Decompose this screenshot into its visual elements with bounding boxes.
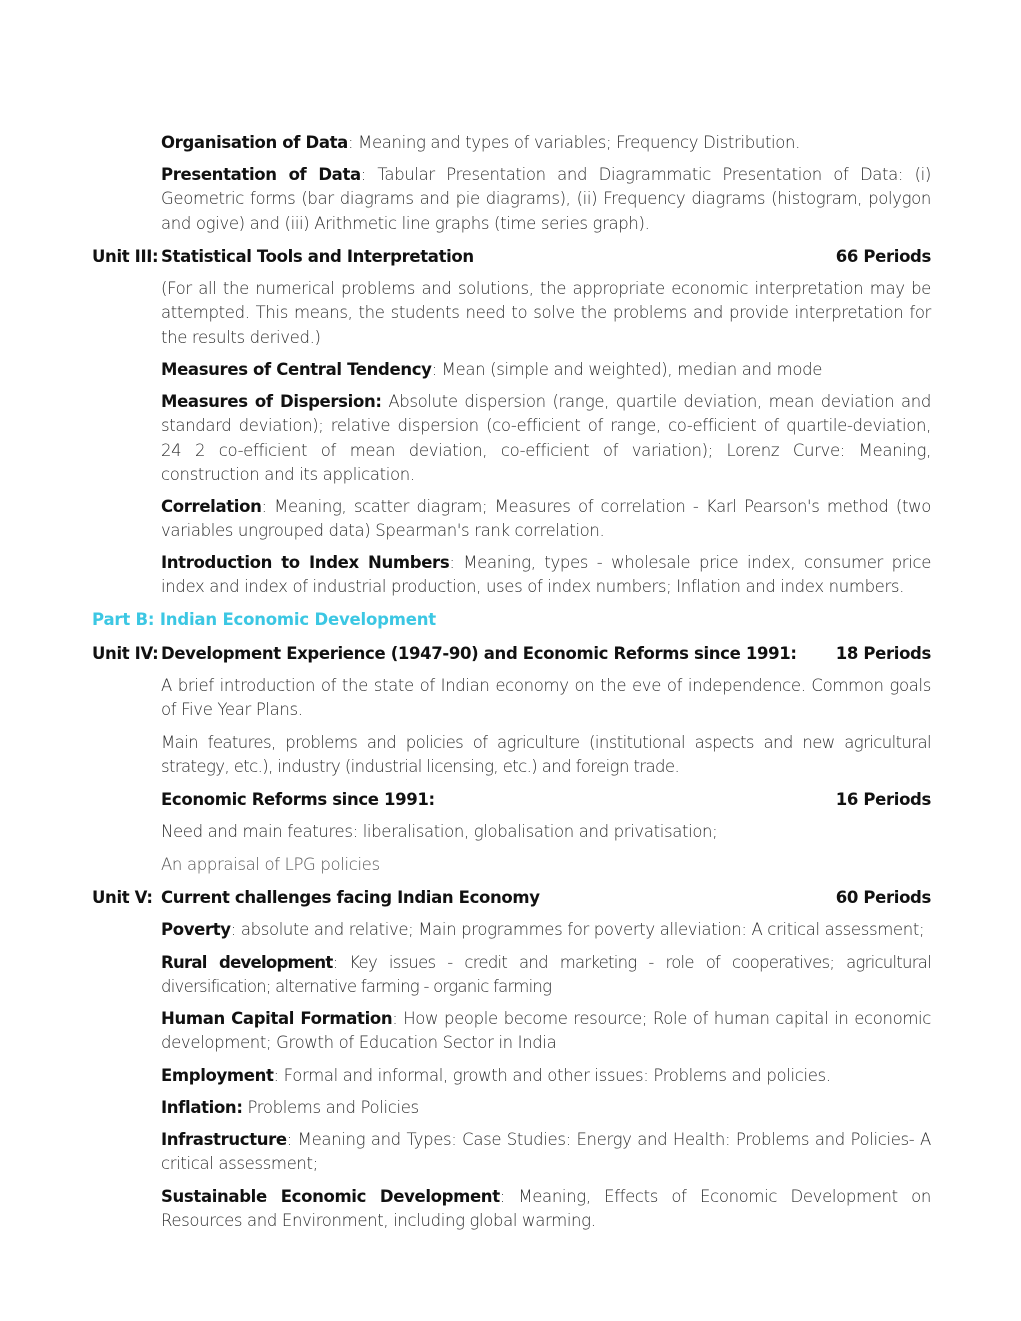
para-heading: Organisation of Data xyxy=(161,133,348,152)
sub-title: Economic Reforms since 1991: xyxy=(161,790,435,809)
para-heading: Infrastructure xyxy=(161,1130,287,1149)
poverty: Poverty: absolute and relative; Main programmes for poverty alleviation: A critical assessment; xyxy=(161,920,925,939)
index-numbers: Introduction to Index Numbers: Meaning, types - wholesale price index, consumer price index and index of industrial production, uses of index numbers; Inflation and index numbers. xyxy=(161,553,931,597)
unit-label: Unit III: xyxy=(92,247,159,266)
measures-of-dispersion: Measures of Dispersion: Absolute dispersion (range, quartile deviation, mean deviation and standard deviation); relative dispersion (co-efficient of range, co-efficient of quartile-deviation, 24 2 co-efficient of mean deviation, co-efficient of variation); Lorenz Curve: Meaning, construction and its application. xyxy=(161,392,931,485)
unit-title: Current challenges facing Indian Economy xyxy=(161,888,540,907)
sustainable-development: Sustainable Economic Development: Meaning, Effects of Economic Development on Resources and Environment, including global warming. xyxy=(161,1187,931,1231)
para-heading: Introduction to Index Numbers xyxy=(161,553,450,572)
reforms-paragraph-1: Need and main features: liberalisation, globalisation and privatisation; xyxy=(161,822,718,841)
unit-label: Unit IV: xyxy=(92,644,159,663)
employment: Employment: Formal and informal, growth and other issues: Problems and policies. xyxy=(161,1066,831,1085)
para-heading: Poverty xyxy=(161,920,231,939)
unit-4-paragraph-1: A brief introduction of the state of Indian economy on the eve of independence. Common goals of Five Year Plans. xyxy=(161,676,931,720)
unit-title: Statistical Tools and Interpretation xyxy=(161,247,474,266)
reforms-paragraph-2: An appraisal of LPG policies xyxy=(161,855,380,874)
unit-4-paragraph-2: Main features, problems and policies of agriculture (institutional aspects and new agricultural strategy, etc.), industry (industrial licensing, etc.) and foreign trade. xyxy=(161,733,931,777)
para-heading: Employment xyxy=(161,1066,274,1085)
unit-title: Development Experience (1947-90) and Economic Reforms since 1991: xyxy=(161,644,797,663)
sub-periods: 16 Periods xyxy=(835,790,931,809)
infrastructure: Infrastructure: Meaning and Types: Case Studies: Energy and Health: Problems and Policies- A critical assessment; xyxy=(161,1130,931,1174)
rural-development: Rural development: Key issues - credit and marketing - role of cooperatives; agricultural diversification; alternative farming - organic farming xyxy=(161,953,931,997)
central-tendency: Measures of Central Tendency: Mean (simple and weighted), median and mode xyxy=(161,360,823,379)
para-heading: Correlation xyxy=(161,497,262,516)
human-capital-formation: Human Capital Formation: How people become resource; Role of human capital in economic development; Growth of Education Sector in India xyxy=(161,1009,932,1053)
para-heading: Measures of Dispersion: xyxy=(161,392,382,411)
para-heading: Human Capital Formation xyxy=(161,1009,393,1028)
unit-periods: 66 Periods xyxy=(835,247,931,266)
para-heading: Inflation: xyxy=(161,1098,243,1117)
organisation-of-data: Organisation of Data: Meaning and types of variables; Frequency Distribution. xyxy=(161,133,801,152)
unit-3-intro: (For all the numerical problems and solutions, the appropriate economic interpretation may be attempted. This means, the students need to solve the problems and provide interpretation for the results derived.) xyxy=(161,279,931,347)
unit-periods: 60 Periods xyxy=(835,888,931,907)
para-heading: Rural development xyxy=(161,953,333,972)
inflation: Inflation: Problems and Policies xyxy=(161,1098,419,1117)
part-b-heading: Part B: Indian Economic Development xyxy=(92,610,436,629)
correlation: Correlation: Meaning, scatter diagram; Measures of correlation - Karl Pearson's method (two variables ungrouped data) Spearman's rank correlation. xyxy=(161,497,931,541)
economic-reforms-heading xyxy=(161,788,931,812)
para-heading: Sustainable Economic Development xyxy=(161,1187,500,1206)
unit-periods: 18 Periods xyxy=(835,644,931,663)
presentation-of-data: Presentation of Data: Tabular Presentation and Diagrammatic Presentation of Data: (i) Geometric forms (bar diagrams and pie diagrams), (ii) Frequency diagrams (histogram, polygon and ogive) and (iii) Arithmetic line graphs (time series graph). xyxy=(161,165,931,233)
unit-label: Unit V: xyxy=(92,888,153,907)
para-heading: Measures of Central Tendency xyxy=(161,360,432,379)
para-heading: Presentation of Data xyxy=(161,165,361,184)
